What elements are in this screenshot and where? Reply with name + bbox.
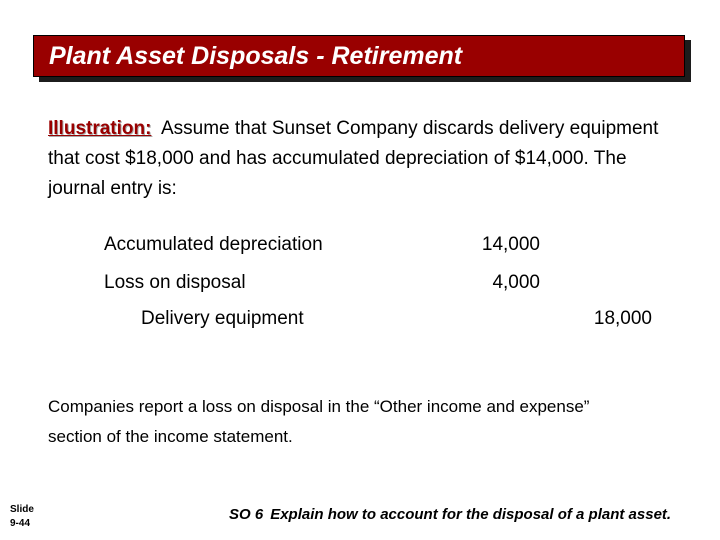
- study-objective-code: SO 6: [229, 506, 264, 523]
- title-bar: [33, 35, 685, 77]
- illustration-text: Assume that Sunset Company discards delivery equipment that cost $18,000 and has accumulated depreciation of $14,000. The journal entry is:: [48, 118, 659, 199]
- illustration-paragraph: [48, 114, 668, 204]
- slide-page: 9-44: [10, 518, 31, 529]
- entry-account-2: Loss on disposal: [104, 272, 246, 293]
- slide-title: Plant Asset Disposals - Retirement: [49, 42, 463, 70]
- entry-credit-3: 18,000: [593, 308, 652, 329]
- entry-debit-1: 14,000: [481, 234, 540, 255]
- entry-account-1: Accumulated depreciation: [104, 234, 323, 255]
- study-objective: [229, 506, 671, 523]
- slide-number: [10, 503, 34, 531]
- illustration-lead: Illustration:: [48, 118, 152, 139]
- study-objective-text: Explain how to account for the disposal of a plant asset.: [270, 506, 672, 523]
- income-statement-note: Companies report a loss on disposal in the “Other income and expense” section of the income statement.: [48, 397, 590, 446]
- entry-account-3: Delivery equipment: [141, 308, 304, 329]
- entry-debit-2: 4,000: [492, 272, 540, 293]
- slide-label: Slide: [10, 504, 34, 515]
